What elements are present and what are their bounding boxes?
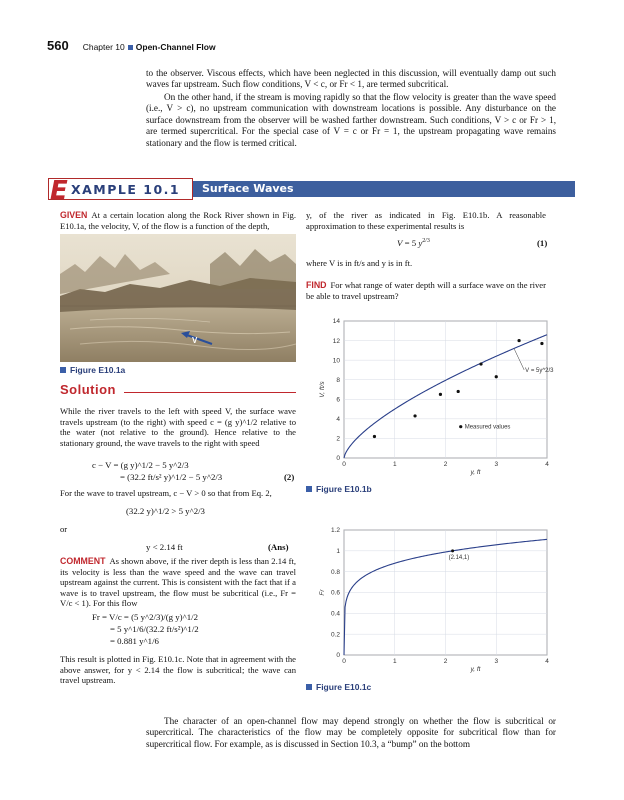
- solution-title: Solution: [60, 382, 116, 397]
- equation-2-number: (2): [284, 472, 295, 482]
- y-tick-label: 0.2: [330, 631, 340, 639]
- x-tick-label: 3: [494, 658, 499, 665]
- comment-label: COMMENT: [60, 556, 106, 566]
- y-tick-label: 0.4: [330, 610, 340, 618]
- running-header: [47, 38, 216, 53]
- solution-paragraph-1: While the river travels to the left with speed V, the surface wave travels upstream (to the right) with speed c = (g y)^1/2 relative to the water (not relative to the ground). Hence relative to the stationary ground, the wave travels to the right with speed: [60, 406, 296, 448]
- curve-label: V = 5y^2/3: [525, 367, 554, 374]
- example-word: XAMPLE 10.1: [71, 182, 181, 197]
- y-axis-label: Fr: [319, 589, 326, 596]
- intro-paragraph-2: On the other hand, if the stream is moving rapidly so that the flow velocity is greater than the wave speed (i.e., V > c), no upstream communication with downstream locations is possible. Any disturbance on the surface downstream from the observer will be washed farther downstream. Such conditions, V > c or Fr > 1, are termed supercritical. For the special case of V = c or Fr = 1, the upstream propagating wave remains stationary and the flow is termed critical.: [146, 92, 556, 148]
- bullet-square-icon: [306, 684, 312, 690]
- equation-1-number: (1): [537, 238, 548, 248]
- equation-1: V = 5 $y^{2/3}$: [397, 238, 430, 248]
- data-point: [517, 339, 520, 342]
- solution-equation-3: (32.2 y)^1/2 > 5 y^2/3: [126, 506, 205, 516]
- y-tick-label: 0: [336, 652, 340, 660]
- solution-equation-2b: = (32.2 ft/s² y)^1/2 − 5 y^2/3: [120, 472, 223, 482]
- legend-marker: [459, 425, 462, 428]
- x-tick-label: 1: [392, 461, 397, 468]
- y-tick-label: 8: [336, 376, 340, 384]
- bullet-square-icon: [306, 486, 312, 492]
- y-tick-label: 0.6: [330, 589, 340, 597]
- data-point: [413, 414, 416, 417]
- x-axis-label: y, ft: [470, 666, 481, 673]
- y-tick-label: 4: [336, 416, 340, 424]
- y-tick-label: 12: [332, 337, 340, 345]
- data-point: [540, 342, 543, 345]
- x-tick-label: 1: [392, 658, 397, 665]
- page-number: 560: [47, 38, 69, 53]
- solution-or: or: [60, 524, 68, 534]
- data-point: [495, 375, 498, 378]
- find-label: FIND: [306, 280, 327, 290]
- example-banner: [48, 176, 575, 206]
- river-photo-svg: [60, 234, 296, 362]
- figure-e10-1c-chart: [300, 522, 560, 684]
- solution-equation-2a: c − V = (g y)^1/2 − 5 y^2/3: [92, 460, 189, 470]
- figure-e10-1b-chart: [300, 312, 560, 487]
- y-tick-label: 14: [332, 318, 340, 326]
- legend-label: Measured values: [464, 424, 511, 431]
- given-text-right: y, of the river as indicated in Fig. E10.1b. A reasonable approximation to these experimental results is: [306, 210, 546, 231]
- example-letter: E: [50, 176, 68, 206]
- figure-e10-1a-caption: Figure E10.1a: [60, 365, 125, 375]
- find-text: FIND For what range of water depth will a surface wave on the river be able to travel upstream?: [306, 280, 546, 301]
- y-tick-label: 1: [336, 548, 340, 556]
- comment-text: COMMENT As shown above, if the river depth is less than 2.14 ft, its velocity is less than the wave speed and the wave can travel upstream against the current. This is consistent with the fact that if a wave is to travel upstream, the flow must be subcritical (i.e., Fr = V/c < 1). For this flow: [60, 556, 296, 609]
- y-tick-label: 2: [336, 435, 340, 443]
- answer-tag: (Ans): [268, 542, 289, 552]
- given-label: GIVEN: [60, 210, 88, 220]
- comment-text-2: This result is plotted in Fig. E10.1c. Note that in agreement with the above answer, for y < 2.14 the flow is subcritical; the wave can travel upstream.: [60, 654, 296, 686]
- y-axis-label: V, ft/s: [319, 381, 326, 398]
- annotation-point: [451, 549, 454, 552]
- y-tick-label: 0: [336, 455, 340, 463]
- x-tick-label: 3: [494, 461, 499, 468]
- annotation-label: (2.14,1): [448, 554, 470, 561]
- data-point: [457, 390, 460, 393]
- bullet-square-icon: [60, 367, 66, 373]
- given-units: where V is in ft/s and y is in ft.: [306, 258, 413, 268]
- velocity-arrow-label: V: [192, 336, 198, 345]
- comment-equation-6: = 5 y^1/6/(32.2 ft/s²)^1/2: [110, 624, 199, 634]
- solution-answer: y < 2.14 ft: [146, 542, 183, 552]
- data-point: [373, 435, 376, 438]
- bullet-square-icon: [128, 45, 133, 50]
- comment-equation-5: Fr = V/c = (5 y^2/3)/(g y)^1/2: [92, 612, 198, 622]
- given-text-left: GIVEN At a certain location along the Rock River shown in Fig. E10.1a, the velocity, V, of the flow is a function of the depth,: [60, 210, 296, 231]
- solution-paragraph-2: For the wave to travel upstream, c − V > 0 so that from Eq. 2,: [60, 488, 272, 498]
- x-tick-label: 4: [545, 461, 549, 468]
- data-point: [479, 362, 482, 365]
- figure-e10-1b-caption: Figure E10.1b: [306, 484, 372, 494]
- x-tick-label: 2: [443, 658, 448, 665]
- chapter-label: Chapter 10 Open-Channel Flow: [82, 42, 216, 52]
- footer-paragraph: The character of an open-channel flow may depend strongly on whether the flow is subcritical or supercritical. The characteristics of the flow may be completely opposite for subcritical flow than for supercritical flow. For example, as is discussed in Section 10.3, a “bump” on the bottom: [146, 716, 556, 749]
- intro-paragraph-1: to the observer. Viscous effects, which have been neglected in this discussion, will eventually damp out such waves far upstream. Such flow conditions, V < c, or Fr < 1, are termed subcritical.: [146, 68, 556, 90]
- data-point: [439, 393, 442, 396]
- comment-equation-7: = 0.881 y^1/6: [110, 636, 159, 646]
- y-tick-label: 1.2: [330, 527, 340, 535]
- x-tick-label: 0: [342, 658, 346, 665]
- y-tick-label: 10: [332, 357, 340, 365]
- x-tick-label: 4: [545, 658, 549, 665]
- river-photo: [60, 234, 296, 362]
- figure-e10-1c-caption: Figure E10.1c: [306, 682, 371, 692]
- example-title: Surface Waves: [202, 182, 294, 195]
- y-tick-label: 6: [336, 396, 340, 404]
- x-tick-label: 0: [342, 461, 346, 468]
- x-tick-label: 2: [443, 461, 448, 468]
- x-axis-label: y, ft: [470, 469, 481, 476]
- y-tick-label: 0.8: [330, 568, 340, 576]
- solution-rule: [124, 392, 296, 393]
